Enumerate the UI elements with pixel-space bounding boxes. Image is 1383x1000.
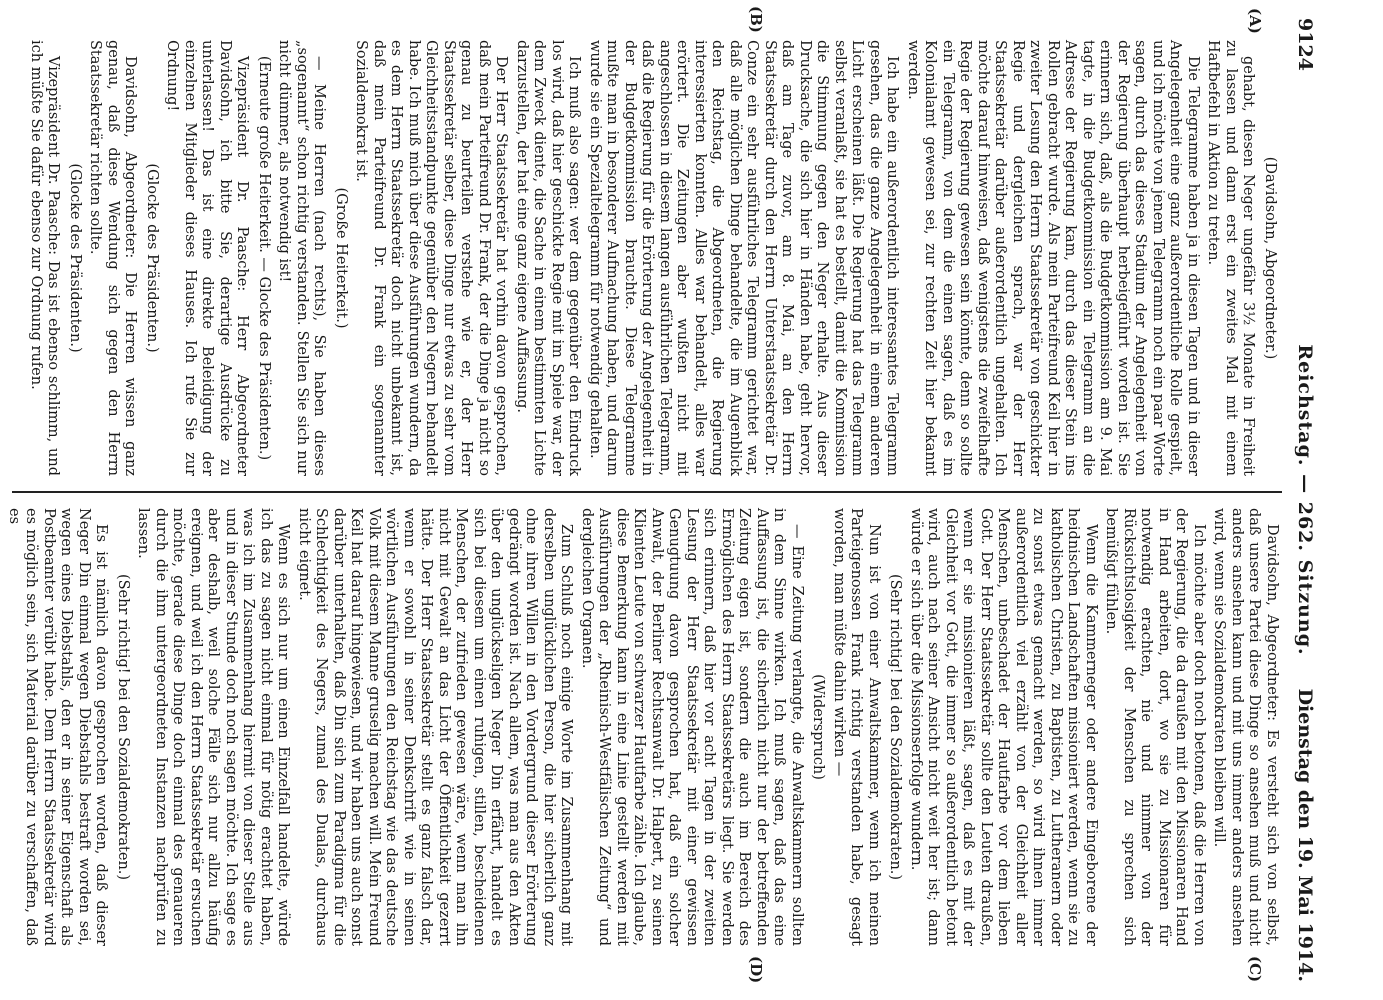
margin-letter-b: (B) (747, 6, 765, 33)
paragraph: Die Telegramme haben ja in diesen Tagen und in dieser Angelegenheit eine ganz außerordentliche Rolle gespielt, und ich möchte von jenem Telegramm noch ein paar Worte sagen, durch das dieses Stadium der Angelegenheit von der Regierung überhaupt herbeigeführt worden ist. Sie erinnern sich, daß, als die Budgetkommission am 9. Mai tagte, in die Budgetkommission ein Telegramm an die Adresse der Regierung kam, durch das dieser Stein ins Rollen gebracht wurde. Als mein Parteifreund Keil hier in zweiter Lesung den Herrn Staatssekretär von geschickter Regie und dergleichen sprach, war der Herr Staatssekretär darüber außerordentlich ungehalten. Ich möchte darauf hinweisen, daß wenigstens die zweifelhafte Regie der Regierung gewesen sein könnte, denn so sollte ein Telegramm, von dem die einen sagen, daß es im Kolonialamt gewesen sei, zur rechten Zeit hier bekannt werden. (905, 40, 1201, 476)
session-date: Dienstag den 19. Mai 1914. (1294, 688, 1316, 982)
paragraph: Wenn es sich nur um einen Einzelfall handelte, würde ich das zu sagen nicht einmal für nötig erachtet haben, was ich im Zusammenhang hiermit von dieser Stelle aus und in dieser Stunde doch noch sagen möchte. Ich sage es aber deshalb, weil solche Fälle sich nur allzu häufig ereignen, und weil ich den Herrn Staatssekretär ersuchen möchte, gerade diese Dinge doch einmal des genaueren durch die ihm untergeordneten Instanzen nachprüfen zu lassen. (135, 508, 292, 946)
paragraph: — Eine Zeitung verlangte, die Anwaltskammern sollten in dem Sinne wirken. Ich muß sagen, daß das eine Auffassung ist, die sicherlich nicht nur der betreffenden Zeitung eigen ist, sondern die auch im Bereich des Ermöglichen des Herrn Staatssekretärs liegt. Sie werden sich erinnern, daß hier vor acht Tagen in der zweiten Lesung der Herr Staatssekretär mit einer gewissen Genugtuung davon gesprochen hat, daß ein solcher Anwalt, der Berliner Rechtsanwalt Dr. Halpert, zu seinen Klienten Leute von schwarzer Hautfarbe zähle. Ich glaube, diese Bemerkung kann in eine Linie gestellt werden mit Ausführungen der „Rheinisch-Westfälischen Zeitung“ und dergleichen Organen. (579, 508, 805, 946)
column-divider (12, 491, 1282, 493)
left-text-column (10, 40, 1280, 476)
paragraph: Ich habe ein außerordentlich interessantes Telegramm gesehen, das die ganze Angelegenheit in einem anderen Licht erscheinen läßt. Die Regierung hat das Telegramm selbst veranlaßt, sie hat es bestellt, damit die Kommission die Stimmung gegen den Neger erhalte. Aus dieser Drucksache, die sich hier in Händen habe, geht hervor, daß am Tage zuvor, am 8. Mai, an den Herrn Staatssekretär durch den Herrn Unterstaatssekretär Dr. Conze ein sehr ausführliches Telegramm gerichtet war, daß alle möglichen Dinge behandelte, die im Augenblick den Reichstag, die Abgeordneten, die Regierung interessierten konnten. Alles war behandelt, alles war erörtert. Die Zeitungen aber wußten nicht mit angeschlossen in diesem langen ausführlichen Telegramm, daß die Regierung für die Erörterung der Angelegenheit in der Budgetkommission brauchte. Diese Telegramme mußte man in besonderer Aufmachung haben, und darum wurde sie ein Spezialtelegramm für notwendig gehalten. (587, 40, 901, 476)
speaker-note: (Davidsohn, Abgeordneter.) (1262, 156, 1278, 360)
paragraph: Davidsohn, Abgeordneter: Die Herren wissen ganz genau, daß diese Wendung sich gegen den Herrn Staatssekretär richten sollte. (87, 40, 139, 476)
paragraph: Es ist nämlich davon gesprochen worden, daß dieser Neger Din einmal wegen Diebstahls bestraft worden sei, wegen eines Diebstahls, den er in seiner Eigenschaft als Postbeamter verübt habe. Dem Herrn Staatssekretär wird es möglich sein, sich Material darüber zu verschaffen, daß es (6, 508, 110, 946)
margin-letter-d: (D) (747, 956, 765, 984)
paragraph: Ich möchte aber doch noch betonen, daß die Herren von der Regierung, die da draußen mit den Missionaren Hand in Hand arbeiten, dort, wo sie zu Missionaren für notwendig erachten, nie und nimmer von der Rücksichtslosigkeit der Menschen zu sprechen sich bemüßigt fühlen. (1103, 508, 1207, 946)
right-text-column (6, 508, 1280, 946)
paragraph: Nun ist von einer Anwaltskammer, wenn ich meinen Parteigenossen Frank richtig verstanden habe, gesagt worden, man müßte dahin wirken — (831, 508, 882, 946)
paragraph: Der Herr Staatssekretär hat vorhin davon gesprochen, daß mein Parteifreund Dr. Frank, der die Dinge ja nicht so genau zu beurteilen verstehe wie er, der Herr Staatssekretär selber, diese Dinge nur etwas zu sehr vom Gleichheitsstandpunkte gegenüber den Negern behandelt habe. Ich muß mich über diese Ausführungen wundern, da es dem Herrn Staatssekretär doch nicht unbekannt ist, daß mein Parteifreund Dr. Frank ein sogenannter Sozialdemokrat ist. (353, 40, 510, 476)
paragraph: Vizepräsident Dr. Paasche: Das ist ebenso schlimm, und ich müßte Sie dafür ebenso zur Ordnung rufen. (28, 40, 62, 476)
paragraph: Zum Schluß noch einige Worte im Zusammenhang mit derselben unglücklichen Person, die hier sicherlich ganz ohne ihren Willen in den Vordergrund dieser Erörterung gedrängt worden ist. Nach allem, was man aus den Akten über den unglückseligen Neger Din erfährt, handelt es sich bei diesem um einen ruhigen, stillen, bescheidenen Menschen, der zufrieden gewesen wäre, wenn man ihn nicht mit Gewalt an das Licht der Öffentlichkeit gezerrt hätte. Der Herr Staatssekretär stellt es ganz falsch dar, wenn er sowohl in seiner Denkschrift wie in seinen wörtlichen Ausführungen den Reichstag wie das deutsche Volk mit diesem Manne gruselig machen will. Mein Freund Keil hat darauf hingewiesen, und wir haben uns auch sonst darüber unterhalten, daß Din sich zum Paradigma für die Schlechtigkeit des Negers, zumal des Dualas, durchaus nicht eignet. (296, 508, 575, 946)
page-number: 9124 (1294, 18, 1316, 71)
interjection: (Große Heiterkeit.) (333, 187, 349, 329)
margin-letter-c: (C) (1246, 956, 1264, 983)
interjection: (Glocke des Präsidenten.) (144, 163, 160, 353)
paragraph: Wenn die Kammerneger oder andere Eingeborene der heidnischen Landschaften missioniert werden, wenn sie zu katholischen Christen, zu Baptisten, zu Lutheranern oder zu sonst etwas gemacht werden, so wird ihnen immer außerordentlich viel erzählt von der Gleichheit aller Menschen, unbeschadet der Hautfarbe vor dem lieben Gott. Der Herr Staatssekretär sollte den Leuten draußen, wenn er sie missionieren läßt, sagen, daß es mit der Gleichheit vor Gott, die immer so außerordentlich betont wird, auch nach seiner Ansicht nicht weit her ist; dann würde er sich über die Missionserfolge wundern. (908, 508, 1099, 946)
paragraph: — Meine Herren (nach rechts), Sie haben dieses „sogenannt“ schon richtig verstanden. Stellen Sie sich nur nicht dümmer, als notwendig ist! (276, 40, 328, 476)
page-header (1288, 18, 1316, 982)
margin-letter-a: (A) (1246, 8, 1264, 34)
interjection: (Sehr richtig! bei den Sozialdemokraten.) (887, 573, 904, 881)
session-title: Reichstag. — 262. Sitzung. (1294, 344, 1316, 656)
paragraph: Davidsohn, Abgeordneter: Es versteht sich von selbst, daß unsere Partei diese Dinge so ansehen muß und nicht anders ansehen kann und mit uns immer anders ansehen wird, wenn sie Sozialdemokraten bleiben will. (1211, 508, 1280, 946)
paragraph: Ich muß also sagen: wer dem gegenüber den Eindruck los wird, daß hier geschickte Regie mit im Spiele war, der dem Zweck diente, die Sache in einem bestimmten Lichte darzustellen, der hat eine ganz eigene Auffassung. (514, 40, 583, 476)
interjection: (Glocke des Präsidenten.) (67, 163, 83, 353)
interjection: (Widerspruch) (810, 674, 827, 780)
paragraph: gehabt, diesen Neger ungefähr 3½ Monate in Freiheit zu lassen und dann erst ein zweites Mal mit einem Haftbefehl in Aktion zu treten. (1205, 40, 1257, 476)
paragraph: Vizepräsident Dr. Paasche: Herr Abgeordneter Davidsohn, ich bitte Sie, derartige Ausdrücke zu unterlassen! Das ist eine direkte Beleidigung der einzelnen Mitglieder dieses Hauses. Ich rufe Sie zur Ordnung! (164, 40, 251, 476)
interjection: (Erneute große Heiterkeit. — Glocke des Präsidenten.) (256, 55, 272, 461)
interjection: (Sehr richtig! bei den Sozialdemokraten.) (115, 573, 131, 881)
